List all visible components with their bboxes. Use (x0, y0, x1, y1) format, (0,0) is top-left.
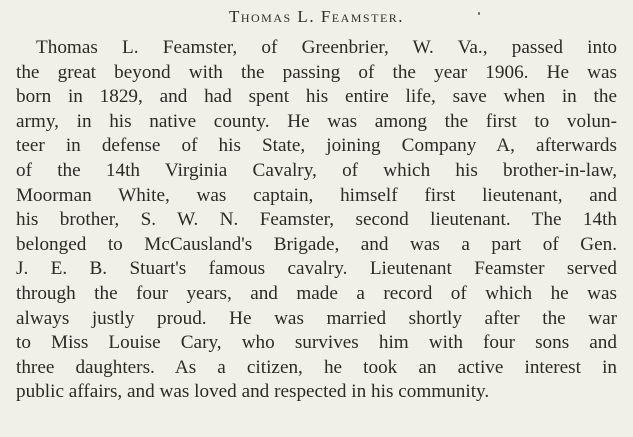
article-body (16, 36, 617, 405)
body-line: army, in his native county. He was among the first to volun- (16, 110, 617, 132)
body-line: his brother, S. W. N. Feamster, second lieutenant. The 14th (16, 209, 617, 231)
body-line: through the four years, and made a record of which he was (16, 282, 617, 304)
body-line: Moorman White, was captain, himself first lieutenant, and (16, 184, 617, 206)
body-line: the great beyond with the passing of the year 1906. He was (16, 61, 617, 83)
body-line: J. E. B. Stuart's famous cavalry. Lieutenant Feamster served (16, 258, 617, 280)
body-line: of the 14th Virginia Cavalry, of which his brother-in-law, (16, 159, 617, 181)
body-line: to Miss Louise Cary, who survives him with four sons and (16, 332, 617, 354)
body-line: Thomas L. Feamster, of Greenbrier, W. Va., passed into (36, 37, 617, 58)
article-title: Thomas L. Feamster. (228, 7, 405, 26)
body-line: three daughters. As a citizen, he took an active interest in (16, 356, 617, 378)
body-line: born in 1829, and had spent his entire life, save when in the (16, 86, 617, 108)
body-line: public affairs, and was loved and respected in his community. (16, 381, 490, 403)
body-line: belonged to McCausland's Brigade, and was a part of Gen. (16, 233, 617, 255)
body-line: always justly proud. He was married shortly after the war (16, 307, 617, 329)
body-line: teer in defense of his State, joining Company A, afterwards (16, 135, 617, 157)
print-speck (478, 12, 480, 15)
